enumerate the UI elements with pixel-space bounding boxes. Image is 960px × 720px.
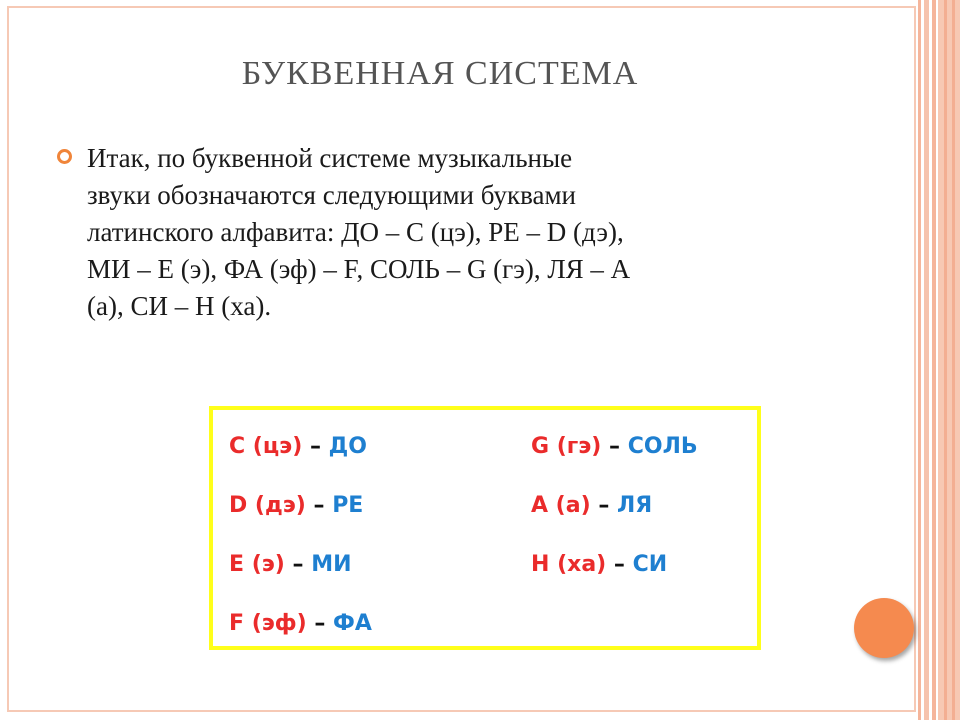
latin-name: C (цэ) xyxy=(229,434,303,459)
solfege-name: СОЛЬ xyxy=(627,434,698,459)
note-row xyxy=(531,493,698,552)
latin-name: E (э) xyxy=(229,552,285,577)
solfege-name: ЛЯ xyxy=(616,493,653,518)
solfege-name: РЕ xyxy=(332,493,364,518)
note-row xyxy=(229,552,372,611)
latin-name: A (а) xyxy=(531,493,591,518)
note-row xyxy=(531,434,698,493)
latin-name: G (гэ) xyxy=(531,434,602,459)
orange-circle-decoration xyxy=(854,598,914,658)
note-box xyxy=(209,406,761,650)
note-row xyxy=(229,434,372,493)
dash: – xyxy=(613,552,625,577)
decor-stripe xyxy=(952,0,955,720)
latin-name: D (дэ) xyxy=(229,493,306,518)
dash: – xyxy=(314,611,326,636)
dash: – xyxy=(309,434,321,459)
note-column-right xyxy=(531,434,698,611)
bullet-icon xyxy=(57,149,72,164)
dash: – xyxy=(313,493,325,518)
note-row xyxy=(229,493,372,552)
body-text: Итак, по буквенной системе музыкальные звуки обозначаются следующими буквами латинского алфавита: ДО – С (цэ), РЕ – D (дэ), МИ – Е (э), ФА (эф) – F, СОЛЬ – G (гэ), ЛЯ – А (а), СИ – Н (ха). xyxy=(87,143,631,321)
decor-stripe xyxy=(944,0,947,720)
dash: – xyxy=(598,493,610,518)
note-column-left xyxy=(229,434,372,670)
latin-name: H (ха) xyxy=(531,552,607,577)
decor-stripe xyxy=(918,0,921,720)
solfege-name: МИ xyxy=(311,552,352,577)
solfege-name: СИ xyxy=(632,552,668,577)
slide-title: БУКВЕННАЯ СИСТЕМА xyxy=(241,55,639,92)
decor-stripe xyxy=(938,0,960,720)
solfege-name: ДО xyxy=(328,434,367,459)
note-row xyxy=(229,611,372,670)
decor-stripe xyxy=(932,0,936,720)
dash: – xyxy=(292,552,304,577)
solfege-name: ФА xyxy=(333,611,372,636)
decor-stripe xyxy=(924,0,929,720)
note-row xyxy=(531,552,698,611)
dash: – xyxy=(609,434,621,459)
latin-name: F (эф) xyxy=(229,611,307,636)
